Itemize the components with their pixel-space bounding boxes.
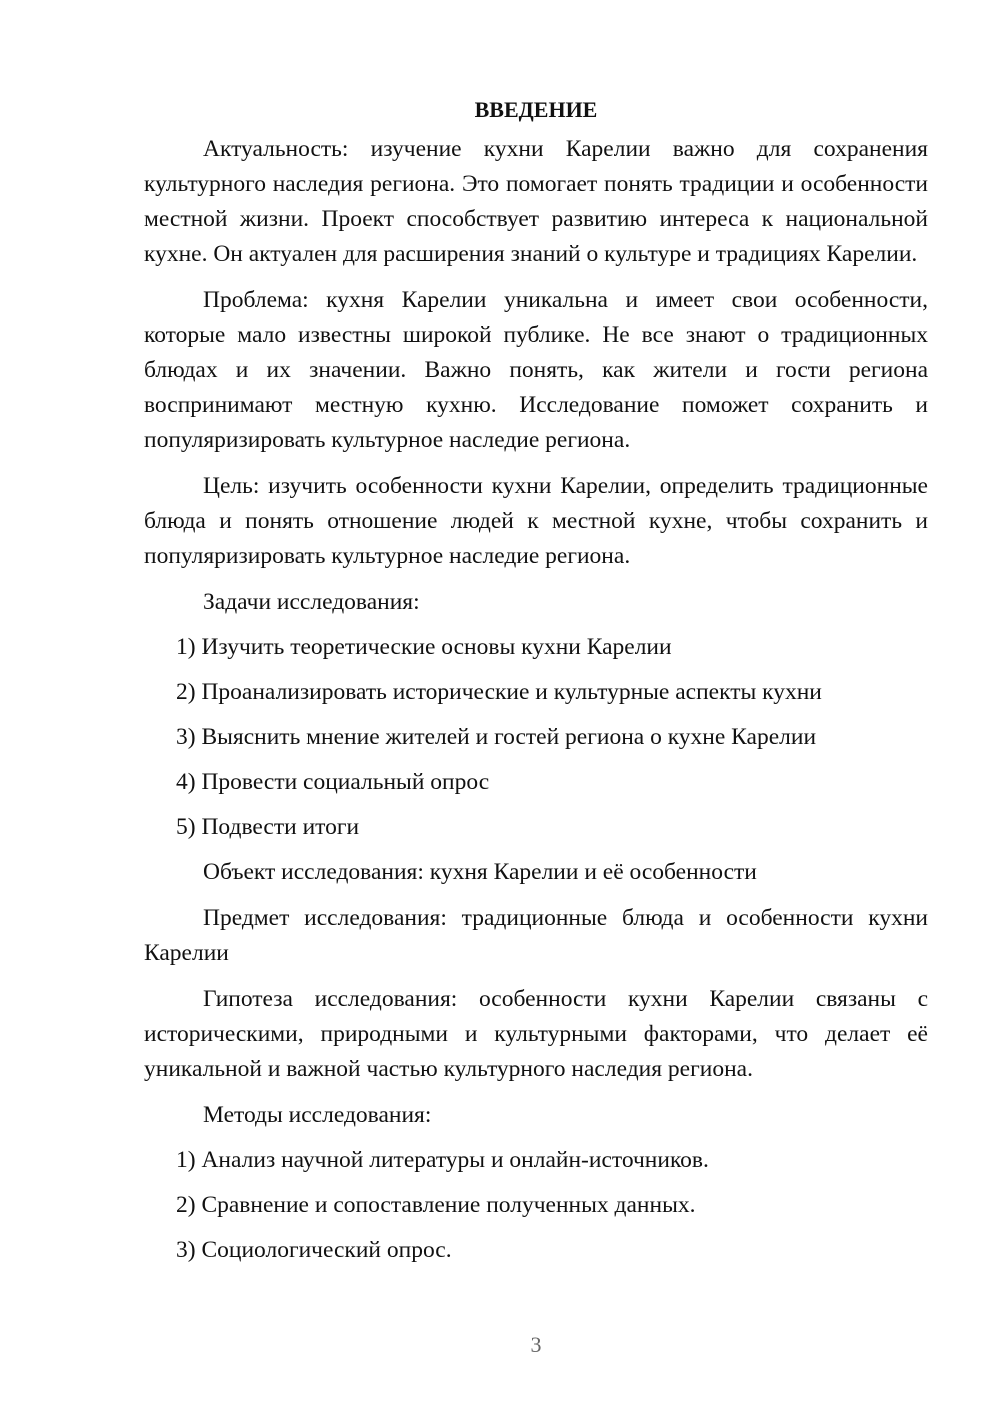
- problem-paragraph: Проблема: кухня Карелии уникальна и имеет свои особенности, которые мало известны широкой публике. Не все знают о традиционных блюдах и их значении. Важно понять, как жители и гости региона воспринимают местную кухню. Исследование поможет сохранить и популяризировать культурное наследие региона.: [144, 287, 928, 453]
- subject-paragraph: Предмет исследования: традиционные блюда и особенности кухни Карелии: [144, 905, 928, 966]
- methods-label: Методы исследования:: [203, 1102, 432, 1128]
- task-item: 4) Провести социальный опрос: [176, 769, 490, 795]
- method-item: 3) Социологический опрос.: [176, 1237, 452, 1263]
- section-title: ВВЕДЕНИЕ: [474, 97, 598, 122]
- task-item: 2) Проанализировать исторические и культурные аспекты кухни: [176, 679, 822, 705]
- method-item: 2) Сравнение и сопоставление полученных данных.: [176, 1192, 696, 1218]
- hypothesis-paragraph: Гипотеза исследования: особенности кухни Карелии связаны с историческими, природными и культурными факторами, что делает её уникальной и важной частью культурного наследия региона.: [144, 986, 928, 1082]
- tasks-label: Задачи исследования:: [203, 589, 420, 615]
- relevance-paragraph: Актуальность: изучение кухни Карелии важно для сохранения культурного наследия региона. Это помогает понять традиции и особенности местной жизни. Проект способствует развитию интереса к национальной кухне. Он актуален для расширения знаний о культуре и традициях Карелии.: [144, 136, 928, 267]
- task-item: 3) Выяснить мнение жителей и гостей региона о кухне Карелии: [176, 724, 817, 750]
- task-item: 1) Изучить теоретические основы кухни Карелии: [176, 634, 672, 660]
- goal-paragraph: Цель: изучить особенности кухни Карелии, определить традиционные блюда и понять отношение людей к местной кухне, чтобы сохранить и популяризировать культурное наследие региона.: [144, 473, 928, 569]
- task-item: 5) Подвести итоги: [176, 814, 360, 840]
- method-item: 1) Анализ научной литературы и онлайн-источников.: [176, 1147, 709, 1173]
- document-page: [144, 92, 928, 1278]
- page-number: 3: [530, 1332, 542, 1357]
- object-paragraph: Объект исследования: кухня Карелии и её особенности: [203, 859, 757, 885]
